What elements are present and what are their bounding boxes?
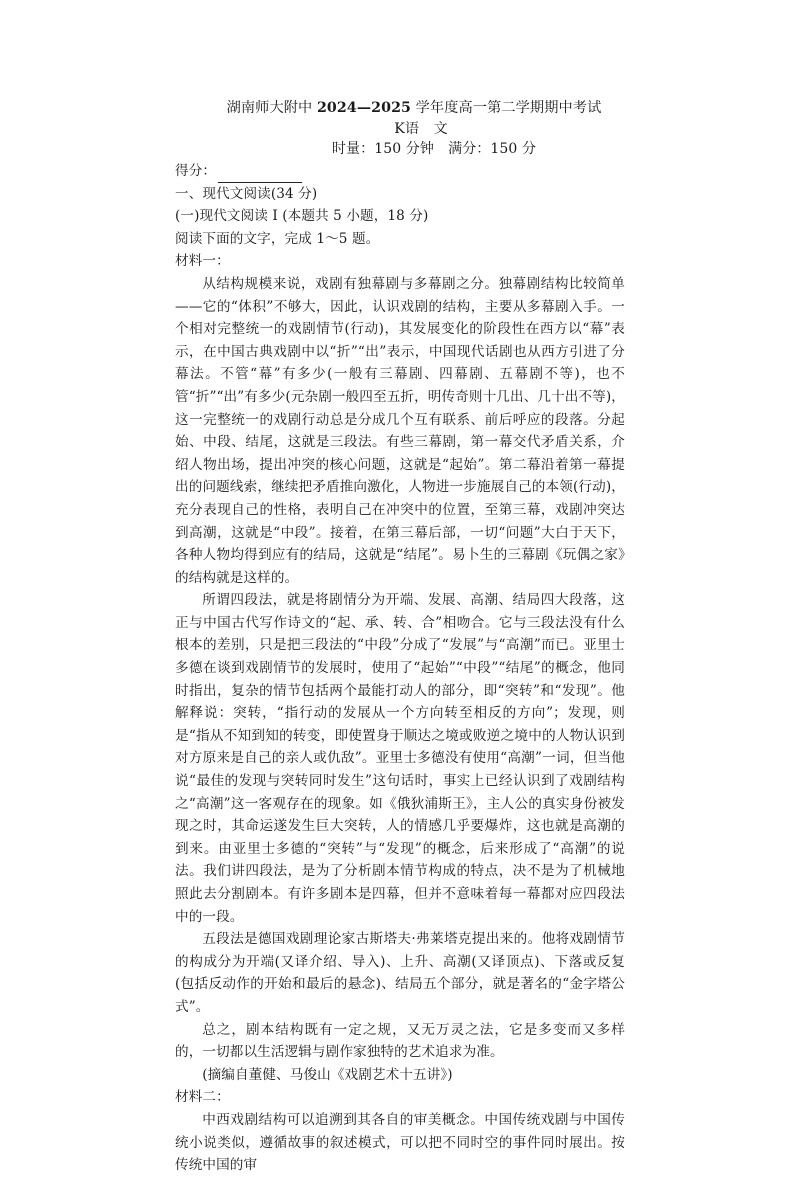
material1-paragraph: 从结构规模来说，戏剧有独幕剧与多幕剧之分。独幕剧结构比较简单——它的“体积”不够大，因此，认识戏剧的结构，主要从多幕剧入手。一个相对完整统一的戏剧情节(行动)，其发展变化的阶段性在西方以“幕”表示，在中国古典戏剧中以“折”“出”表示，中国现代话剧也从西方引进了分幕法。不管“幕”有多少(一般有三幕剧、四幕剧、五幕剧不等)，也不管“折”“出”有多少(元杂剧一般四至五折，明传奇则十几出、几十出不等)，这一完整统一的戏剧行动总是分成几个互有联系、前后呼应的段落。分起始、中段、结尾，这就是三段法。有些三幕剧，第一幕交代矛盾关系，介绍人物出场，提出冲突的核心问题，这就是“起始”。第二幕沿着第一幕提出的问题线索，继续把矛盾推向激化，人物进一步施展自己的本领(行动)，充分表现自己的性格，表明自己在冲突中的位置，至第三幕，戏剧冲突达到高潮，这就是“中段”。接着，在第三幕后部，一切“问题”大白于天下，各种人物均得到应有的结局，这就是“结尾”。易卜生的三幕剧《玩偶之家》的结构就是这样的。: [175, 275, 625, 586]
exam-content: [175, 97, 625, 1177]
exam-title-prefix: 湖南师大附中: [226, 100, 317, 116]
exam-title: [175, 97, 625, 119]
exam-title-years: 2024—2025: [316, 100, 412, 116]
material2-paragraph: 中西戏剧结构可以追溯到其各自的审美概念。中国传统戏剧与中国传统小说类似，遵循故事的叙述模式，可以把不同时空的事件同时展出。按传统中国的审: [175, 1111, 625, 1174]
score-blank-field[interactable]: [218, 166, 302, 183]
material1-paragraph: 总之，剧本结构既有一定之规，又无万灵之法，它是多变而又多样的，一切都以生活逻辑与剧作家独特的艺术追求为准。: [175, 1021, 625, 1061]
exam-header: [175, 97, 625, 160]
score-line: [175, 160, 625, 183]
material1-label: 材料一：: [175, 253, 230, 270]
exam-meta: 时量：150 分钟 满分：150 分: [331, 141, 537, 157]
material1-source: (摘编自董健、马俊山《戏剧艺术十五讲》): [202, 1066, 453, 1083]
section-heading: 一、现代文阅读(34 分): [175, 185, 318, 202]
score-label: 得分：: [175, 163, 217, 179]
section-subheading: (一)现代文阅读 I (本题共 5 小题，18 分): [175, 208, 429, 225]
material2-label: 材料二：: [175, 1089, 230, 1106]
exam-title-suffix: 学年度高一第二学期期中考试: [411, 100, 602, 116]
exam-subject: K语 文: [394, 121, 448, 137]
material1-paragraph: 五段法是德国戏剧理论家古斯塔夫·弗莱塔克提出来的。他将戏剧情节的构成分为开端(又译介绍、导入)、上升、高潮(又译顶点)、下落或反复(包括反动作的开始和最后的悬念)、结局五个部分，就是著名的“金字塔公式”。: [175, 931, 625, 1015]
material1-paragraph: 所谓四段法，就是将剧情分为开端、发展、高潮、结局四大段落，这正与中国古代写作诗文的“起、承、转、合”相吻合。它与三段法没有什么根本的差别，只是把三段法的“中段”分成了“发展”与“高潮”而已。亚里士多德在谈到戏剧情节的发展时，使用了“起始”“中段”“结尾”的概念，他同时指出，复杂的情节包括两个最能打动人的部分，即“突转”和“发现”。他解释说：突转，“指行动的发展从一个方向转至相反的方向”；发现，则是“指从不知到知的转变，即使置身于顺达之境或败逆之境中的人物认识到对方原来是自己的亲人或仇敌”。亚里士多德没有使用“高潮”一词，但当他说“最佳的发现与突转同时发生”这句话时，事实上已经认识到了戏剧结构之“高潮”这一客观存在的现象。如《俄狄浦斯王》，主人公的真实身份被发现之时，其命运遂发生巨大突转，人的情感几乎要爆炸，这也就是高潮的到来。由亚里士多德的“突转”与“发现”的概念，后来形成了“高潮”的说法。我们讲四段法，是为了分析剧本情节构成的特点，决不是为了机械地照此去分割剧本。有许多剧本是四幕，但并不意味着每一幕都对应四段法中的一段。: [175, 592, 625, 925]
section-instruction: 阅读下面的文字，完成 1～5 题。: [175, 230, 380, 247]
